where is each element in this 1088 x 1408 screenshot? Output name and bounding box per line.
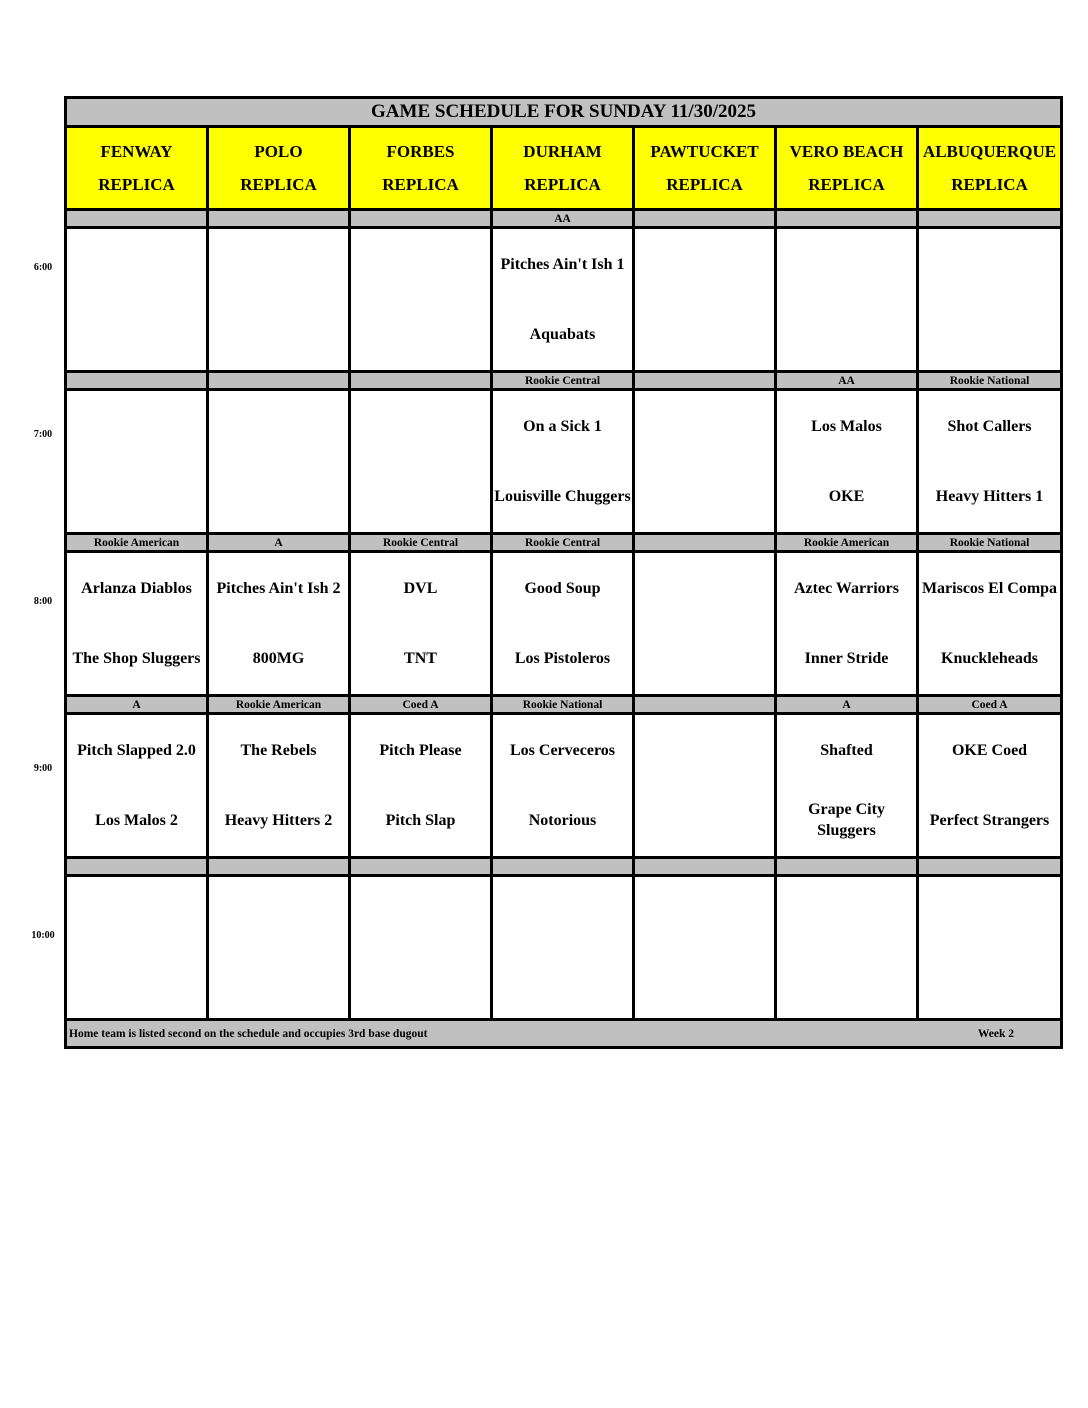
division-label: A: [66, 696, 208, 714]
game-cell: [776, 228, 918, 372]
division-label: Coed A: [350, 696, 492, 714]
game-row: [66, 228, 1062, 372]
division-label: [918, 858, 1062, 876]
division-label: [350, 372, 492, 390]
game-cell: [918, 390, 1062, 534]
home-team: Pitch Slap: [385, 811, 456, 829]
away-team: On a Sick 1: [523, 417, 602, 435]
field-header: [66, 127, 208, 210]
division-label: Rookie National: [918, 534, 1062, 552]
division-label: Rookie Central: [350, 534, 492, 552]
schedule-table: [64, 96, 1063, 1049]
away-team: [777, 877, 916, 947]
away-team: DVL: [403, 579, 438, 597]
division-label: Rookie American: [776, 534, 918, 552]
home-team: Perfect Strangers: [929, 811, 1050, 829]
home-team: [351, 299, 490, 369]
field-name: PAWTUCKET: [650, 142, 759, 161]
home-team: [919, 947, 1060, 1017]
game-cell: [208, 228, 350, 372]
game-cell: [776, 876, 918, 1020]
division-label: [776, 858, 918, 876]
division-label: Rookie National: [492, 696, 634, 714]
home-team: TNT: [404, 649, 437, 667]
home-team: [351, 461, 490, 531]
division-label: Rookie American: [208, 696, 350, 714]
game-cell: [634, 876, 776, 1020]
game-row: [66, 390, 1062, 534]
game-cell: [350, 876, 492, 1020]
game-row: [66, 876, 1062, 1020]
field-header-row: [66, 127, 1062, 210]
game-cell: [66, 876, 208, 1020]
game-cell: [350, 228, 492, 372]
game-cell: [634, 714, 776, 858]
division-row: [66, 210, 1062, 228]
field-subtitle: REPLICA: [524, 175, 601, 194]
field-name: FENWAY: [100, 142, 173, 161]
home-team: Heavy Hitters 2: [224, 811, 333, 829]
field-header: [776, 127, 918, 210]
home-team: Louisville Chuggers: [494, 487, 631, 505]
away-team: [209, 229, 348, 299]
away-team: [777, 229, 916, 299]
away-team: [635, 715, 774, 785]
division-label: [66, 210, 208, 228]
home-team: [209, 299, 348, 369]
division-label: [634, 534, 776, 552]
away-team: OKE Coed: [951, 741, 1028, 759]
field-name: FORBES: [386, 142, 455, 161]
field-header: [918, 127, 1062, 210]
game-cell: [634, 228, 776, 372]
away-team: [635, 391, 774, 461]
schedule-sheet: [64, 96, 1060, 1080]
game-cell: [918, 552, 1062, 696]
time-label: 7:00: [33, 429, 53, 440]
time-label: 8:00: [33, 596, 53, 607]
field-subtitle: REPLICA: [382, 175, 459, 194]
field-subtitle: REPLICA: [808, 175, 885, 194]
division-label: A: [208, 534, 350, 552]
division-label: [66, 372, 208, 390]
division-row: [66, 534, 1062, 552]
division-label: Rookie Central: [492, 372, 634, 390]
division-label: [492, 858, 634, 876]
home-team: The Shop Sluggers: [72, 649, 201, 667]
game-cell: [66, 390, 208, 534]
division-label: [634, 210, 776, 228]
home-team: [351, 947, 490, 1017]
away-team: [67, 229, 206, 299]
away-team: Mariscos El Compa: [921, 579, 1058, 597]
game-cell: [208, 876, 350, 1020]
home-team: [635, 947, 774, 1017]
game-cell: [634, 552, 776, 696]
away-team: [635, 877, 774, 947]
division-label: [776, 210, 918, 228]
away-team: [209, 391, 348, 461]
home-team: [209, 947, 348, 1017]
field-header: [350, 127, 492, 210]
away-team: [351, 877, 490, 947]
game-cell: [918, 228, 1062, 372]
game-cell: [66, 552, 208, 696]
game-cell: [208, 714, 350, 858]
field-header: [492, 127, 634, 210]
division-label: Rookie Central: [492, 534, 634, 552]
away-team: Arlanza Diablos: [81, 579, 192, 597]
game-cell: [776, 552, 918, 696]
division-row: [66, 858, 1062, 876]
division-label: AA: [776, 372, 918, 390]
home-team: [67, 299, 206, 369]
home-team: Heavy Hitters 1: [935, 487, 1044, 505]
division-label: [634, 372, 776, 390]
away-team: [67, 877, 206, 947]
away-team: Pitch Slapped 2.0: [77, 741, 196, 759]
away-team: [919, 877, 1060, 947]
game-cell: [66, 228, 208, 372]
away-team: [209, 877, 348, 947]
away-team: [351, 391, 490, 461]
footer-cell: [66, 1020, 1062, 1048]
field-subtitle: REPLICA: [666, 175, 743, 194]
away-team: Pitch Please: [379, 741, 462, 759]
division-label: [634, 696, 776, 714]
game-cell: [492, 714, 634, 858]
away-team: Aztec Warriors: [794, 579, 899, 597]
division-label: [208, 858, 350, 876]
away-team: [919, 229, 1060, 299]
division-label: [350, 858, 492, 876]
week-label: Week 2: [977, 1027, 1015, 1040]
home-team: [67, 461, 206, 531]
game-cell: [66, 714, 208, 858]
time-label: 10:00: [31, 930, 55, 941]
away-team: The Rebels: [240, 741, 317, 759]
game-cell: [492, 228, 634, 372]
field-subtitle: REPLICA: [240, 175, 317, 194]
game-cell: [492, 552, 634, 696]
game-cell: [776, 714, 918, 858]
away-team: Los Cerveceros: [510, 741, 615, 759]
game-cell: [350, 390, 492, 534]
game-cell: [918, 876, 1062, 1020]
home-team: Notorious: [528, 811, 597, 829]
time-label: 9:00: [33, 763, 53, 774]
field-header: [634, 127, 776, 210]
time-label: 6:00: [33, 262, 53, 273]
home-team: Los Pistoleros: [514, 649, 611, 667]
game-cell: [208, 552, 350, 696]
field-header: [208, 127, 350, 210]
division-label: Coed A: [918, 696, 1062, 714]
away-team: Shafted: [820, 741, 873, 759]
field-subtitle: REPLICA: [951, 175, 1028, 194]
division-label: Rookie American: [66, 534, 208, 552]
home-team: Los Malos 2: [95, 811, 178, 829]
schedule-title: GAME SCHEDULE FOR SUNDAY 11/30/2025: [66, 98, 1062, 127]
division-label: [918, 210, 1062, 228]
division-label: Rookie National: [918, 372, 1062, 390]
division-label: [350, 210, 492, 228]
home-team: Aquabats: [529, 325, 596, 343]
game-cell: [918, 714, 1062, 858]
away-team: [67, 391, 206, 461]
away-team: [635, 553, 774, 623]
game-cell: [492, 876, 634, 1020]
home-team: [777, 299, 916, 369]
home-team: Inner Stride: [804, 649, 889, 667]
home-team: [209, 461, 348, 531]
home-team: [635, 461, 774, 531]
field-name: ALBUQUERQUE: [922, 142, 1057, 161]
field-subtitle: REPLICA: [98, 175, 175, 194]
division-label: AA: [492, 210, 634, 228]
away-team: [635, 229, 774, 299]
home-team: 800MG: [252, 649, 305, 667]
division-row: [66, 696, 1062, 714]
division-row: [66, 372, 1062, 390]
field-name: DURHAM: [523, 142, 602, 161]
game-row: [66, 714, 1062, 858]
game-row: [66, 552, 1062, 696]
home-team: [635, 623, 774, 693]
division-label: [634, 858, 776, 876]
title-row: [66, 98, 1062, 127]
away-team: Los Malos: [811, 417, 882, 435]
game-cell: [492, 390, 634, 534]
home-team: Grape City Sluggers: [808, 801, 885, 839]
game-cell: [634, 390, 776, 534]
home-team: [635, 785, 774, 855]
division-label: [208, 372, 350, 390]
game-cell: [350, 714, 492, 858]
away-team: [493, 877, 632, 947]
footer-note: Home team is listed second on the schedule and occupies 3rd base dugout: [69, 1027, 428, 1040]
away-team: Pitches Ain't Ish 2: [216, 579, 341, 597]
away-team: Shot Callers: [947, 417, 1032, 435]
division-label: [208, 210, 350, 228]
home-team: [919, 299, 1060, 369]
game-cell: [350, 552, 492, 696]
field-name: POLO: [254, 142, 303, 161]
division-label: [66, 858, 208, 876]
time-column: [0, 0, 64, 1408]
away-team: Pitches Ain't Ish 1: [500, 255, 625, 273]
home-team: [493, 947, 632, 1017]
game-cell: [208, 390, 350, 534]
footer-row: [66, 1020, 1062, 1048]
game-cell: [776, 390, 918, 534]
home-team: [635, 299, 774, 369]
away-team: Good Soup: [524, 579, 601, 597]
home-team: Knuckleheads: [941, 649, 1038, 667]
home-team: OKE: [828, 487, 865, 505]
away-team: [351, 229, 490, 299]
home-team: [67, 947, 206, 1017]
home-team: [777, 947, 916, 1017]
division-label: A: [776, 696, 918, 714]
field-name: VERO BEACH: [789, 142, 904, 161]
